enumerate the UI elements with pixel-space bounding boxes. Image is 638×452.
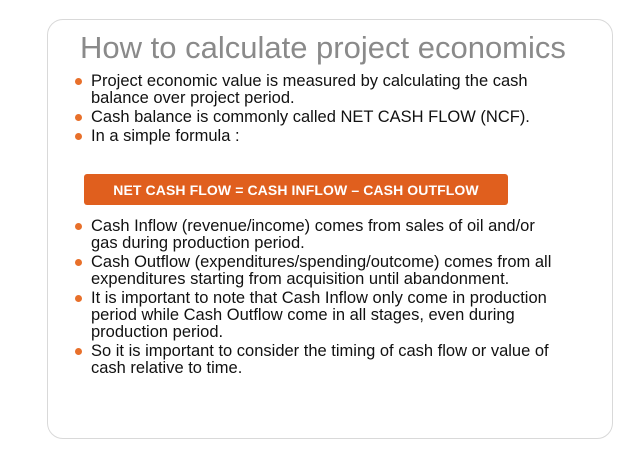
bullet-dot-icon bbox=[75, 223, 82, 230]
slide-title: How to calculate project economics bbox=[80, 30, 566, 65]
bullet-item bbox=[74, 128, 554, 145]
bullet-item bbox=[74, 218, 554, 252]
bullet-item bbox=[74, 73, 554, 107]
bullet-list-top bbox=[74, 73, 554, 147]
bullet-text: Project economic value is measured by calculating the cash balance over project period. bbox=[91, 72, 528, 107]
bullet-text: Cash Outflow (expenditures/spending/outcome) comes from all expenditures starting from acquisition until abandonment. bbox=[91, 253, 552, 288]
bullet-dot-icon bbox=[75, 78, 82, 85]
bullet-item bbox=[74, 254, 554, 288]
formula-banner bbox=[84, 174, 508, 205]
bullet-text: In a simple formula : bbox=[91, 127, 240, 145]
bullet-text: So it is important to consider the timing of cash flow or value of cash relative to time. bbox=[91, 342, 549, 377]
bullet-dot-icon bbox=[75, 114, 82, 121]
bullet-item bbox=[74, 343, 554, 377]
bullet-item bbox=[74, 109, 554, 126]
bullet-list-bottom bbox=[74, 218, 554, 379]
bullet-dot-icon bbox=[75, 133, 82, 140]
bullet-text: Cash Inflow (revenue/income) comes from sales of oil and/or gas during production period. bbox=[91, 217, 535, 252]
bullet-dot-icon bbox=[75, 259, 82, 266]
formula-text: NET CASH FLOW = CASH INFLOW – CASH OUTFLOW bbox=[113, 181, 479, 198]
bullet-text: It is important to note that Cash Inflow only come in production period while Cash Outflow come in all stages, even during production period. bbox=[91, 289, 547, 341]
bullet-text: Cash balance is commonly called NET CASH FLOW (NCF). bbox=[91, 108, 530, 126]
bullet-dot-icon bbox=[75, 295, 82, 302]
bullet-dot-icon bbox=[75, 348, 82, 355]
bullet-item bbox=[74, 290, 554, 341]
